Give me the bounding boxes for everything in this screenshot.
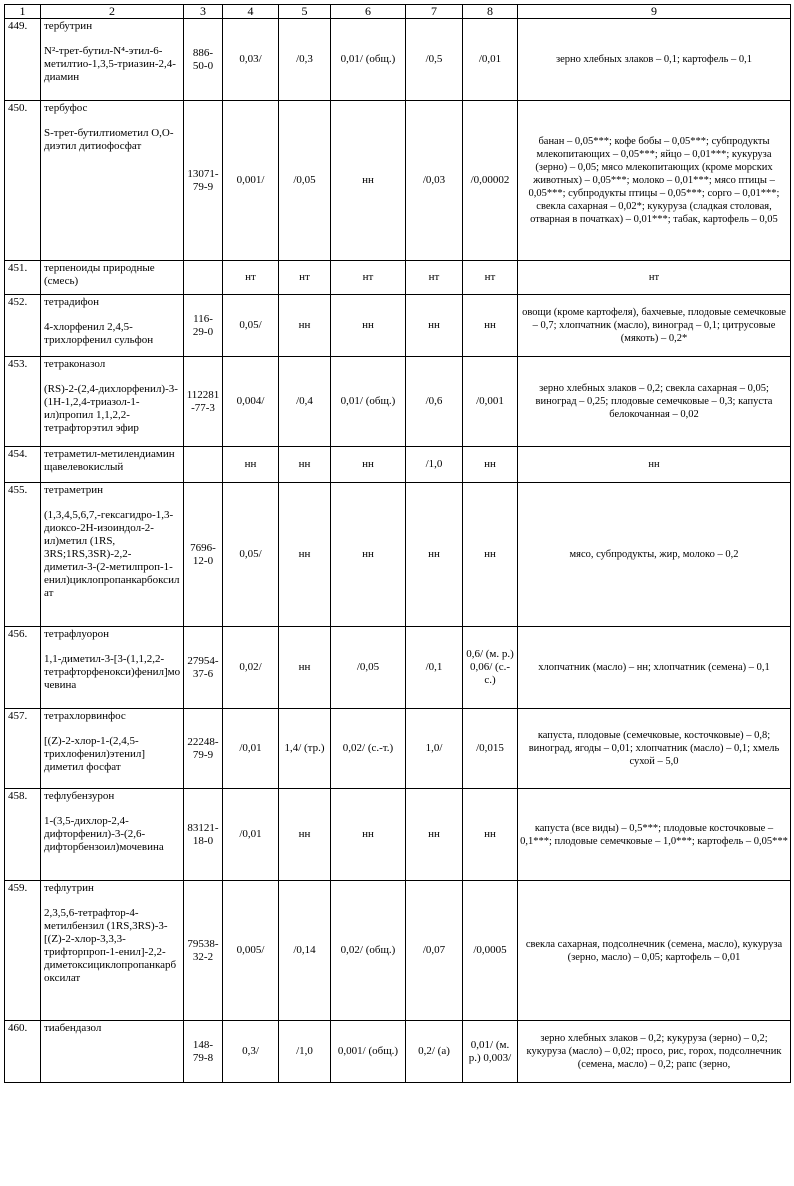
row-number: 454. — [5, 447, 41, 483]
adi-value: 0,004/ — [223, 357, 279, 447]
value-col6: 0,02/ (с.-т.) — [331, 709, 406, 789]
value-col7: /0,07 — [406, 881, 463, 1021]
value-col7: 0,2/ (а) — [406, 1021, 463, 1083]
substance-name — [41, 295, 184, 357]
value-col7: /0,5 — [406, 19, 463, 101]
value-col8: нн — [463, 789, 518, 881]
substance-name — [41, 19, 184, 101]
value-col6: 0,001/ (общ.) — [331, 1021, 406, 1083]
food-mrl-list: зерно хлебных злаков – 0,2; свекла сахарная – 0,05; виноград – 0,25; плодовые семечковые – 0,3; капуста белокочанная – 0,02 — [518, 357, 791, 447]
value-col5: нн — [279, 627, 331, 709]
value-col5: нн — [279, 295, 331, 357]
value-col7: /0,1 — [406, 627, 463, 709]
food-mrl-list: нт — [518, 261, 791, 295]
adi-value: 0,05/ — [223, 483, 279, 627]
value-col7: нт — [406, 261, 463, 295]
value-col8: 0,6/ (м. р.) 0,06/ (с.-с.) — [463, 627, 518, 709]
common-name: тефлутрин — [44, 882, 94, 894]
common-name: тетрафлуорон — [44, 628, 109, 640]
adi-value: 0,3/ — [223, 1021, 279, 1083]
column-header: 5 — [279, 5, 331, 19]
value-col7: 1,0/ — [406, 709, 463, 789]
chemical-name: (1,3,4,5,6,7,-гексагидро-1,3-диоксо-2Н-изоиндол-2-ил)метил (1RS, 3RS;1RS,3SR)-2,2-диметил-3-(2-метилпроп-1-енил)циклопропанкарбоксилат — [44, 509, 180, 599]
adi-value: 0,03/ — [223, 19, 279, 101]
column-header: 4 — [223, 5, 279, 19]
value-col7: /0,6 — [406, 357, 463, 447]
value-col5: /0,05 — [279, 101, 331, 261]
chemical-name: 1,1-диметил-3-[3-(1,1,2,2-тетрафторфенокси)фенил]мочевина — [44, 653, 181, 691]
row-number: 456. — [5, 627, 41, 709]
value-col6: нн — [331, 295, 406, 357]
value-col6: нн — [331, 447, 406, 483]
table-row — [5, 19, 791, 101]
value-col7: /1,0 — [406, 447, 463, 483]
row-number: 455. — [5, 483, 41, 627]
common-name: тефлубензурон — [44, 790, 115, 802]
value-col8: /0,0005 — [463, 881, 518, 1021]
value-col7: нн — [406, 295, 463, 357]
column-header: 8 — [463, 5, 518, 19]
value-col5: нн — [279, 789, 331, 881]
substance-name — [41, 261, 184, 295]
chemical-name: 4-хлорфенил 2,4,5-трихлорфенил сульфон — [44, 321, 154, 346]
value-col6: нн — [331, 101, 406, 261]
row-number: 459. — [5, 881, 41, 1021]
adi-value: 0,02/ — [223, 627, 279, 709]
column-header: 6 — [331, 5, 406, 19]
value-col5: 1,4/ (тр.) — [279, 709, 331, 789]
cas-number — [184, 261, 223, 295]
cas-number: 148-79-8 — [184, 1021, 223, 1083]
value-col5: /0,4 — [279, 357, 331, 447]
row-number: 450. — [5, 101, 41, 261]
food-mrl-list: свекла сахарная, подсолнечник (семена, масло), кукуруза (зерно, масло) – 0,05; картофель – 0,01 — [518, 881, 791, 1021]
common-name: тетраметил-метилендиамин щавелевокислый — [44, 448, 175, 473]
food-mrl-list: нн — [518, 447, 791, 483]
column-header: 7 — [406, 5, 463, 19]
value-col8: нн — [463, 483, 518, 627]
substance-name — [41, 709, 184, 789]
common-name: тетрахлорвинфос — [44, 710, 126, 722]
row-number: 453. — [5, 357, 41, 447]
common-name: тетраконазол — [44, 358, 106, 370]
substance-name — [41, 447, 184, 483]
value-col8: нн — [463, 295, 518, 357]
row-number: 457. — [5, 709, 41, 789]
cas-number: 13071-79-9 — [184, 101, 223, 261]
value-col8: /0,01 — [463, 19, 518, 101]
common-name: тетраметрин — [44, 484, 104, 496]
table-row — [5, 447, 791, 483]
value-col8: /0,001 — [463, 357, 518, 447]
substance-name — [41, 881, 184, 1021]
food-mrl-list: капуста, плодовые (семечковые, косточковые) – 0,8; виноград, ягоды – 0,01; хлопчатник (масло) – 0,1; хмель сухой – 5,0 — [518, 709, 791, 789]
food-mrl-list: банан – 0,05***; кофе бобы – 0,05***; субпродукты млекопитающих – 0,05***; яйцо – 0,01***; кукуруза (зерно) – 0,05; мясо млекопитающих (кроме морских животных) – 0,05***; молоко – 0,01***; мясо птицы – 0,05***; субпродукты птицы – 0,05***; сорго – 0,01***; свекла сахарная – 0,02*; кукуруза (сладкая столовая, отварная в початках) – 0,01***; табак, картофель – 0,05 — [518, 101, 791, 261]
column-header: 1 — [5, 5, 41, 19]
value-col6: нт — [331, 261, 406, 295]
chemical-name: 1-(3,5-дихлор-2,4-дифторфенил)-3-(2,6-дифторбензоил)мочевина — [44, 815, 164, 853]
chemical-name: (RS)-2-(2,4-дихлорфенил)-3-(1Н-1,2,4-триазол-1-ил)пропил 1,1,2,2-тетрафторэтил эфир — [44, 383, 178, 434]
food-mrl-list: мясо, субпродукты, жир, молоко – 0,2 — [518, 483, 791, 627]
adi-value: 0,005/ — [223, 881, 279, 1021]
value-col7: нн — [406, 789, 463, 881]
cas-number: 7696-12-0 — [184, 483, 223, 627]
value-col5: /0,14 — [279, 881, 331, 1021]
row-number: 460. — [5, 1021, 41, 1083]
common-name: тиабендазол — [44, 1022, 102, 1034]
value-col7: /0,03 — [406, 101, 463, 261]
table-row — [5, 357, 791, 447]
cas-number: 27954-37-6 — [184, 627, 223, 709]
chemical-name: N²-трет-бутил-N⁴-этил-6-метилтио-1,3,5-триазин-2,4-диамин — [44, 45, 176, 83]
substance-name — [41, 1021, 184, 1083]
adi-value: /0,01 — [223, 789, 279, 881]
value-col8: нт — [463, 261, 518, 295]
food-mrl-list: капуста (все виды) – 0,5***; плодовые косточковые – 0,1***; плодовые семечковые – 1,0***; картофель – 0,05*** — [518, 789, 791, 881]
column-header: 2 — [41, 5, 184, 19]
value-col5: /1,0 — [279, 1021, 331, 1083]
food-mrl-list: хлопчатник (масло) – нн; хлопчатник (семена) – 0,1 — [518, 627, 791, 709]
cas-number: 112281-77-3 — [184, 357, 223, 447]
value-col6: нн — [331, 483, 406, 627]
value-col7: нн — [406, 483, 463, 627]
row-number: 452. — [5, 295, 41, 357]
substance-name — [41, 483, 184, 627]
table-row — [5, 789, 791, 881]
cas-number: 886-50-0 — [184, 19, 223, 101]
value-col5: нн — [279, 447, 331, 483]
table-row — [5, 101, 791, 261]
row-number: 449. — [5, 19, 41, 101]
common-name: терпеноиды природные (смесь) — [44, 262, 155, 287]
value-col8: /0,00002 — [463, 101, 518, 261]
substance-name — [41, 101, 184, 261]
cas-number: 22248-79-9 — [184, 709, 223, 789]
chemical-name: [(Z)-2-хлор-1-(2,4,5-трихлофенил)этенил] диметил фосфат — [44, 735, 146, 773]
food-mrl-list: зерно хлебных злаков – 0,1; картофель – 0,1 — [518, 19, 791, 101]
chemical-name: 2,3,5,6-тетрафтор-4-метилбензил (1RS,3RS)-3-[(Z)-2-хлор-3,3,3-трифторпроп-1-енил]-2,2-диметоксициклопропанкарбоксилат — [44, 907, 177, 984]
table-row — [5, 295, 791, 357]
row-number: 458. — [5, 789, 41, 881]
table-row — [5, 1021, 791, 1083]
cas-number: 116-29-0 — [184, 295, 223, 357]
row-number: 451. — [5, 261, 41, 295]
header-row — [5, 5, 791, 19]
substance-name — [41, 357, 184, 447]
common-name: тербуфос — [44, 102, 88, 114]
food-mrl-list: овощи (кроме картофеля), бахчевые, плодовые семечковые – 0,7; хлопчатник (масло), виноград – 0,1; цитрусовые (мякоть) – 0,2* — [518, 295, 791, 357]
value-col6: 0,01/ (общ.) — [331, 357, 406, 447]
chemical-name: S-трет-бутилтиометил О,О-диэтил дитиофосфат — [44, 127, 174, 152]
table-row — [5, 483, 791, 627]
value-col8: 0,01/ (м. р.) 0,003/ — [463, 1021, 518, 1083]
value-col5: нт — [279, 261, 331, 295]
column-header: 9 — [518, 5, 791, 19]
cas-number — [184, 447, 223, 483]
value-col5: нн — [279, 483, 331, 627]
table-row — [5, 627, 791, 709]
common-name: тербутрин — [44, 20, 93, 32]
cas-number: 79538-32-2 — [184, 881, 223, 1021]
value-col5: /0,3 — [279, 19, 331, 101]
column-header: 3 — [184, 5, 223, 19]
table-row — [5, 881, 791, 1021]
substance-name — [41, 789, 184, 881]
table-row — [5, 261, 791, 295]
substance-name — [41, 627, 184, 709]
adi-value: 0,05/ — [223, 295, 279, 357]
value-col8: нн — [463, 447, 518, 483]
table-row — [5, 709, 791, 789]
hygiene-standards-table — [4, 4, 791, 1083]
value-col8: /0,015 — [463, 709, 518, 789]
adi-value: нн — [223, 447, 279, 483]
value-col6: нн — [331, 789, 406, 881]
value-col6: /0,05 — [331, 627, 406, 709]
common-name: тетрадифон — [44, 296, 100, 308]
adi-value: 0,001/ — [223, 101, 279, 261]
adi-value: /0,01 — [223, 709, 279, 789]
adi-value: нт — [223, 261, 279, 295]
cas-number: 83121-18-0 — [184, 789, 223, 881]
value-col6: 0,02/ (общ.) — [331, 881, 406, 1021]
food-mrl-list: зерно хлебных злаков – 0,2; кукуруза (зерно) – 0,2; кукуруза (масло) – 0,02; просо, рис, горох, подсолнечник (семена, масло) – 0,2; рапс (зерно, — [518, 1021, 791, 1083]
value-col6: 0,01/ (общ.) — [331, 19, 406, 101]
